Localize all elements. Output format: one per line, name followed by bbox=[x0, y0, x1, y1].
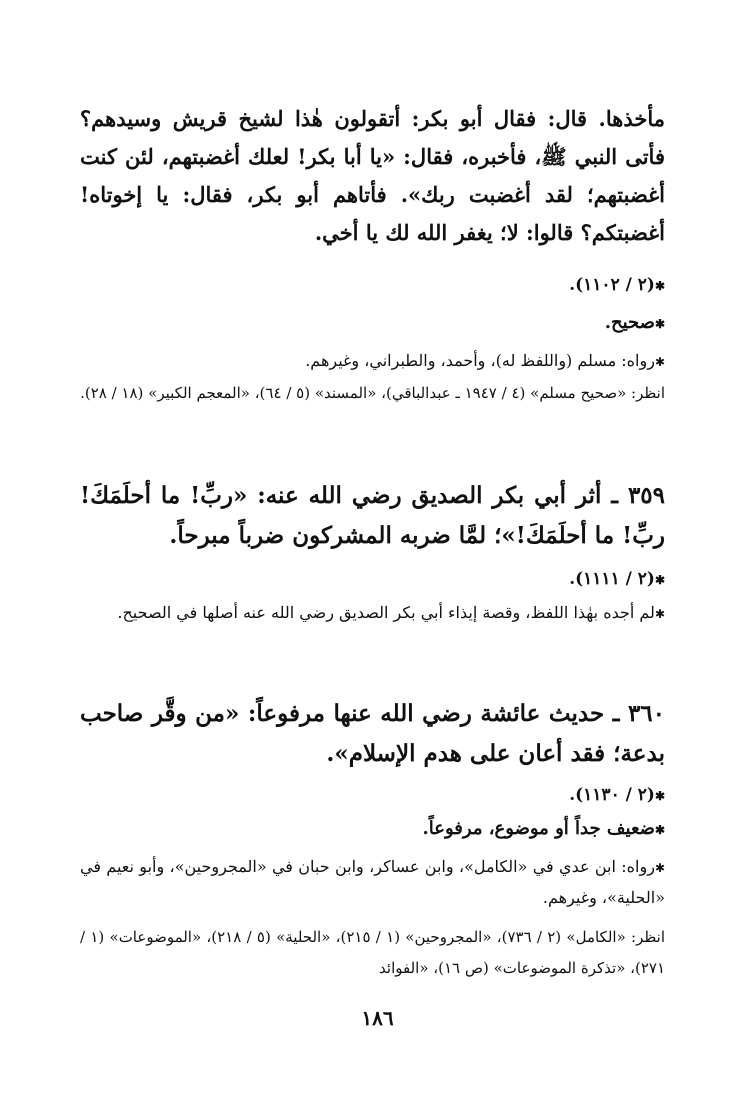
grade-360: ✱ ضعيف جداً أو موضوع، مرفوعاً. bbox=[80, 814, 665, 845]
volume-reference-359: ✱ (٢ / ١١١١). bbox=[80, 564, 665, 595]
entry-heading-360: ٣٦٠ ـ حديث عائشة رضي الله عنها مرفوعاً: «من وقَّر صاحب بدعة؛ فقد أعان على هدم الإسلام». bbox=[80, 700, 665, 767]
note-359: ✱ لم أجده بهٰذا اللفظ، وقصة إيذاء أبي بكر الصديق رضي الله عنه أصلها في الصحيح. bbox=[80, 598, 665, 629]
sources-358: انظر: «صحيح مسلم» (٤ / ١٩٤٧ ـ عبدالباقي)، «المسند» (٥ / ٦٤)، «المعجم الكبير» (١٨ / ٢٨). bbox=[80, 384, 665, 402]
grade-358: ✱ صحيح. bbox=[80, 308, 665, 339]
hadith-text-358: مأخذها. قال: فقال أبو بكر: أتقولون هٰذا لشيخ قريش وسيدهم؟ فأتى النبي ﷺ، فأخبره، فقال: «يا أبا بكر! لعلك أغضبتهم، لئن كنت أغضبتهم؛ لقد أغضبت ربك». فأتاهم أبو بكر، فقال: يا إخوتاه! أغضبتكم؟ قالوا: لا؛ يغفر الله لك يا أخي. bbox=[80, 106, 665, 245]
volume-reference-358: ✱ (٢ / ١١٠٢). bbox=[80, 270, 665, 301]
page-number: ١٨٦ bbox=[361, 1006, 394, 1030]
entry-heading-359: ٣٥٩ ـ أثر أبي بكر الصديق رضي الله عنه: «ربِّ! ما أحلَمَكَ! ربِّ! ما أحلَمَكَ!»؛ لمَّا ضربه المشركون ضرباً مبرحاً. bbox=[80, 482, 665, 549]
narrators-358: ✱ رواه: مسلم (واللفظ له)، وأحمد، والطبراني، وغيرهم. bbox=[80, 346, 665, 377]
sources-360: انظر: «الكامل» (٢ / ٧٣٦)، «المجروحين» (١ / ٢١٥)، «الحلية» (٥ / ٢١٨)، «الموضوعات» (١ / ٢٧١)، «تذكرة الموضوعات» (ص ١٦)، «الفوائد bbox=[80, 928, 666, 977]
volume-reference-360: ✱ (٢ / ١١٣٠). bbox=[80, 780, 665, 811]
narrators-360: ✱ رواه: ابن عدي في «الكامل»، وابن عساكر، وابن حبان في «المجروحين»، وأبو نعيم في «الحلية»، وغيرهم. bbox=[80, 852, 665, 913]
